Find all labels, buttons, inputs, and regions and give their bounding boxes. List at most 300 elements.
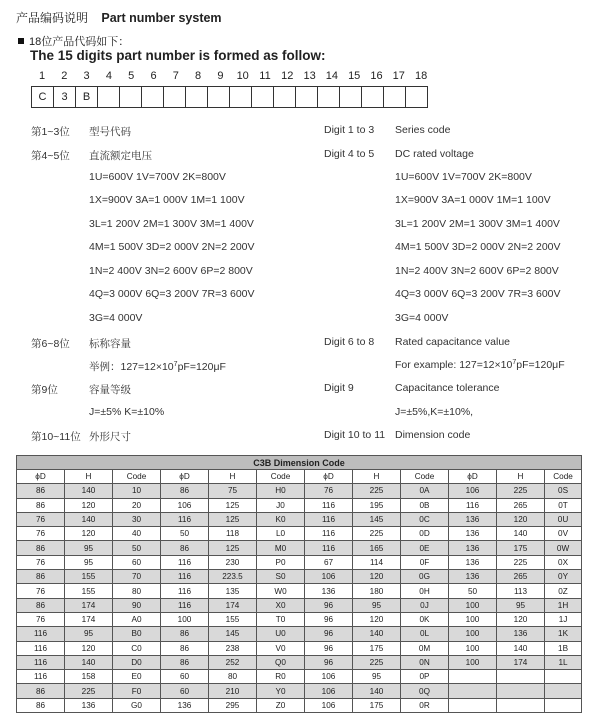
spec-label-cn: 第1~3位 [31,126,70,138]
table-cell: Z0 [257,698,305,712]
table-cell: 0V [545,527,582,541]
table-cell [497,670,545,684]
table-cell: 100 [161,612,209,626]
table-cell [497,698,545,712]
column-header: H [353,470,401,484]
table-cell: 225 [353,527,401,541]
table-cell: 0S [545,484,582,498]
table-cell: 100 [449,598,497,612]
table-cell: 76 [17,512,65,526]
table-row [17,570,582,584]
table-cell: A0 [113,612,161,626]
table-row [17,498,582,512]
spec-value-en-post: pF=120μF [516,359,565,371]
table-cell: 80 [113,584,161,598]
table-cell: 113 [497,584,545,598]
table-cell: 125 [209,512,257,526]
table-cell: 238 [209,641,257,655]
table-cell: 116 [305,512,353,526]
table-cell: 95 [497,598,545,612]
digit-number: 5 [128,70,135,82]
part-number-box [164,87,186,108]
table-cell: 96 [305,641,353,655]
part-number-boxes [31,86,428,108]
spec-row [0,312,597,326]
spec-value-en: Rated capacitance value [395,336,510,348]
table-cell: 0D [401,527,449,541]
table-cell: 76 [17,555,65,569]
column-header: ϕD [161,470,209,484]
table-cell: 10 [113,484,161,498]
part-number-box [406,87,428,108]
table-cell: 76 [17,527,65,541]
table-cell: 100 [449,641,497,655]
spec-value-en: 1X=900V 3A=1 000V 1M=1 100V [395,194,551,206]
table-cell: 174 [65,612,113,626]
table-cell: 0Q [401,684,449,698]
table-cell: 0Y [545,570,582,584]
table-cell: Q0 [257,655,305,669]
digit-number: 10 [236,70,249,82]
table-cell: 295 [209,698,257,712]
spec-row [0,265,597,279]
table-cell: 86 [17,498,65,512]
table-cell: 20 [113,498,161,512]
table-cell: 0P [401,670,449,684]
table-cell: 175 [353,698,401,712]
bullet-line [18,33,129,49]
part-number-box: 3 [54,87,76,108]
table-cell: 158 [65,670,113,684]
table-cell: 1J [545,612,582,626]
table-cell: 30 [113,512,161,526]
section-heading: The 15 digits part number is formed as follow: [30,48,326,63]
table-cell: M0 [257,541,305,555]
table-cell: 106 [305,670,353,684]
table-cell: 67 [305,555,353,569]
table-row [17,698,582,712]
table-cell: 100 [449,655,497,669]
spec-value-cn: 型号代码 [89,126,131,138]
table-cell: 116 [161,584,209,598]
table-cell [449,670,497,684]
column-header: ϕD [305,470,353,484]
table-cell: 1B [545,641,582,655]
table-cell: 140 [65,655,113,669]
table-cell: 70 [113,570,161,584]
table-cell: V0 [257,641,305,655]
table-cell: X0 [257,598,305,612]
column-header: H [65,470,113,484]
spec-row [0,429,597,443]
table-cell: 136 [449,555,497,569]
table-cell: 125 [209,541,257,555]
table-cell: 223.5 [209,570,257,584]
table-cell: 120 [497,612,545,626]
table-cell: 125 [209,498,257,512]
table-cell: 50 [113,541,161,555]
table-cell: 0B [401,498,449,512]
digit-number: 2 [61,70,68,82]
table-cell: 120 [497,512,545,526]
table-cell: 120 [65,527,113,541]
table-row [17,612,582,626]
table-cell: 86 [17,570,65,584]
table-cell: 0N [401,655,449,669]
table-cell: 136 [497,627,545,641]
spec-value-cn-exponent: 7 [173,361,178,368]
table-cell: 136 [65,698,113,712]
table-cell: 174 [497,655,545,669]
part-number-box [208,87,230,108]
table-cell: J0 [257,498,305,512]
table-cell: 1K [545,627,582,641]
table-cell: 136 [305,584,353,598]
table-cell: L0 [257,527,305,541]
spec-value-cn [89,359,226,374]
table-cell: 140 [497,641,545,655]
table-cell: 225 [65,684,113,698]
dimension-table-caption: C3B Dimension Code [17,456,582,470]
digit-number: 18 [414,70,428,82]
spec-value-cn: 外形尺寸 [89,431,131,443]
table-cell: 116 [161,570,209,584]
table-cell: 0C [401,512,449,526]
table-cell: 155 [209,612,257,626]
column-header: H [209,470,257,484]
table-cell: 100 [449,612,497,626]
spec-value-en: Capacitance tolerance [395,382,500,394]
column-header: H [497,470,545,484]
table-row [17,584,582,598]
table-cell: 120 [65,641,113,655]
table-cell: 136 [161,698,209,712]
table-cell: 195 [353,498,401,512]
table-cell: 76 [305,484,353,498]
digit-number: 12 [281,70,294,82]
spec-row [0,382,597,396]
table-cell: 86 [17,598,65,612]
table-cell: 116 [17,641,65,655]
table-cell: 106 [161,498,209,512]
table-cell: 0T [545,498,582,512]
spec-row [0,171,597,185]
digit-number: 11 [259,70,271,82]
spec-value-cn: 3L=1 200V 2M=1 300V 3M=1 400V [89,218,254,230]
table-cell: 114 [353,555,401,569]
table-cell: 175 [497,541,545,555]
spec-value-cn: 容量等级 [89,384,131,396]
table-cell: 230 [209,555,257,569]
table-cell: 0L [401,627,449,641]
table-cell: 225 [353,655,401,669]
table-cell: 106 [305,698,353,712]
table-cell: 225 [497,484,545,498]
page-title [16,9,222,26]
table-cell: K0 [257,512,305,526]
spec-value-en: Dimension code [395,429,471,441]
part-number-box: B [76,87,98,108]
spec-label-cn: 第9位 [31,384,58,396]
table-cell: 116 [17,670,65,684]
table-cell: 225 [497,555,545,569]
table-cell: 96 [305,627,353,641]
table-cell: 95 [353,598,401,612]
table-cell: 95 [65,541,113,555]
digit-number: 4 [105,70,112,82]
table-cell: 0U [545,512,582,526]
spec-value-en: 1U=600V 1V=700V 2K=800V [395,171,532,183]
table-cell: R0 [257,670,305,684]
table-cell: W0 [257,584,305,598]
column-header: ϕD [17,470,65,484]
spec-value-en: 3L=1 200V 2M=1 300V 3M=1 400V [395,218,560,230]
table-cell: F0 [113,684,161,698]
spec-label-en: Digit 4 to 5 [324,148,375,160]
part-number-box [362,87,384,108]
table-row [17,670,582,684]
digit-number: 7 [172,70,179,82]
part-number-box [384,87,406,108]
table-cell: 86 [161,655,209,669]
column-header: Code [113,470,161,484]
table-cell: 95 [65,555,113,569]
table-cell: 145 [209,627,257,641]
spec-label-en: Digit 6 to 8 [324,336,375,348]
table-cell: 0M [401,641,449,655]
table-cell [545,670,582,684]
table-cell: 136 [449,570,497,584]
table-cell: T0 [257,612,305,626]
table-cell: 86 [161,484,209,498]
column-header: ϕD [449,470,497,484]
bullet-text: 18位产品代码如下： [29,36,130,48]
table-cell: 174 [209,598,257,612]
spec-value-cn: 1U=600V 1V=700V 2K=800V [89,171,226,183]
table-cell: 252 [209,655,257,669]
table-row [17,598,582,612]
table-cell: 60 [161,684,209,698]
spec-value-en: 3G=4 000V [395,312,449,324]
table-cell: C0 [113,641,161,655]
table-cell: 95 [353,670,401,684]
table-cell: 116 [17,627,65,641]
spec-row [0,336,597,350]
digit-number: 16 [370,70,383,82]
spec-label-cn: 第4~5位 [31,150,70,162]
table-cell: 95 [65,627,113,641]
table-cell: 116 [305,498,353,512]
table-row [17,641,582,655]
table-cell: 96 [305,598,353,612]
table-cell: 90 [113,598,161,612]
table-cell: 116 [161,555,209,569]
table-cell: 135 [209,584,257,598]
table-cell: 76 [17,612,65,626]
spec-value-en: DC rated voltage [395,148,474,160]
table-cell: 106 [305,570,353,584]
table-cell: 120 [353,612,401,626]
part-number-box [340,87,362,108]
table-cell: 0A [401,484,449,498]
table-cell: 116 [161,598,209,612]
spec-value-cn-pre: 举例：127=12×10 [89,361,174,373]
table-cell: 116 [17,655,65,669]
table-cell: G0 [113,698,161,712]
table-cell: 116 [161,512,209,526]
part-number-box [274,87,296,108]
spec-value-cn: 1N=2 400V 3N=2 600V 6P=2 800V [89,265,253,277]
part-number-box [186,87,208,108]
spec-value-cn: 1X=900V 3A=1 000V 1M=1 100V [89,194,245,206]
table-cell: U0 [257,627,305,641]
table-cell: 86 [17,541,65,555]
part-number-box: C [32,87,54,108]
table-cell: D0 [113,655,161,669]
table-cell: E0 [113,670,161,684]
table-cell: 86 [17,684,65,698]
table-cell: 0Z [545,584,582,598]
spec-row [0,194,597,208]
part-number-box [318,87,340,108]
table-cell: 75 [209,484,257,498]
table-cell: 0K [401,612,449,626]
part-number-box [142,87,164,108]
table-cell: S0 [257,570,305,584]
table-cell [449,698,497,712]
table-cell: 136 [449,527,497,541]
spec-label-cn: 第10~11位 [31,431,81,443]
table-cell: 120 [65,498,113,512]
dimension-table [16,455,582,713]
table-cell: 116 [449,498,497,512]
table-cell: 106 [449,484,497,498]
spec-row [0,406,597,420]
table-cell: 0R [401,698,449,712]
table-cell: 60 [113,555,161,569]
table-cell: 140 [353,627,401,641]
spec-value-cn: 标称容量 [89,338,131,350]
table-cell: 140 [353,684,401,698]
table-cell: 155 [65,570,113,584]
table-cell: 1H [545,598,582,612]
spec-value-en: 4Q=3 000V 6Q=3 200V 7R=3 600V [395,288,561,300]
column-header: Code [257,470,305,484]
bullet-square-icon [18,38,24,44]
part-number-box [120,87,142,108]
table-cell: 116 [305,541,353,555]
table-row [17,541,582,555]
table-cell: 86 [161,627,209,641]
title-en: Part number system [101,11,222,25]
table-cell: 86 [161,641,209,655]
spec-value-cn: 4Q=3 000V 6Q=3 200V 7R=3 600V [89,288,255,300]
column-header: Code [401,470,449,484]
table-cell: B0 [113,627,161,641]
table-cell: 0H [401,584,449,598]
table-row [17,627,582,641]
spec-row [0,288,597,302]
table-cell: 140 [65,512,113,526]
table-row [17,655,582,669]
table-cell: 0W [545,541,582,555]
table-cell: 155 [65,584,113,598]
table-cell: 60 [161,670,209,684]
digit-number: 6 [150,70,157,82]
spec-row [0,124,597,138]
spec-label-en: Digit 10 to 11 [324,429,386,441]
table-row [17,527,582,541]
table-cell: 106 [305,684,353,698]
table-cell [545,684,582,698]
table-cell: 265 [497,570,545,584]
table-cell: 96 [305,655,353,669]
table-cell: 40 [113,527,161,541]
table-cell: 145 [353,512,401,526]
spec-value-cn: J=±5% K=±10% [89,406,165,418]
spec-value-cn: 4M=1 500V 3D=2 000V 2N=2 200V [89,241,255,253]
column-header: Code [545,470,582,484]
table-cell: 76 [17,584,65,598]
table-cell: 96 [305,612,353,626]
spec-value-en-exponent: 7 [512,359,517,366]
table-cell: H0 [257,484,305,498]
spec-label-en: Digit 9 [324,382,354,394]
spec-value-en: J=±5%,K=±10%, [395,406,474,418]
table-cell: 86 [17,698,65,712]
table-row [17,555,582,569]
spec-value-cn-post: pF=120μF [177,361,226,373]
table-cell: 100 [449,627,497,641]
part-number-box [230,87,252,108]
spec-row [0,241,597,255]
table-cell: 0J [401,598,449,612]
spec-value-cn: 3G=4 000V [89,312,143,324]
table-cell: 0F [401,555,449,569]
digit-number: 9 [217,70,224,82]
table-cell: 180 [353,584,401,598]
digit-number: 14 [325,70,339,82]
table-cell: 210 [209,684,257,698]
table-cell: 174 [65,598,113,612]
spec-value-en: 4M=1 500V 3D=2 000V 2N=2 200V [395,241,561,253]
spec-label-cn: 第6~8位 [31,338,70,350]
table-row [17,684,582,698]
table-cell: 120 [353,570,401,584]
spec-value-cn: 直流额定电压 [89,150,152,162]
table-cell: 0G [401,570,449,584]
table-cell [497,684,545,698]
digit-number: 8 [195,70,202,82]
spec-value-en [395,359,565,371]
table-cell: 86 [161,541,209,555]
table-cell: 265 [497,498,545,512]
table-cell: 136 [449,541,497,555]
part-number-box [296,87,318,108]
table-cell: 86 [17,484,65,498]
table-cell: 116 [305,527,353,541]
table-row [17,512,582,526]
table-cell: P0 [257,555,305,569]
spec-row [0,148,597,162]
table-cell: 140 [65,484,113,498]
digit-number: 1 [38,70,46,82]
table-cell: 175 [353,641,401,655]
spec-row [0,359,597,373]
table-cell: 118 [209,527,257,541]
table-cell: Y0 [257,684,305,698]
table-cell: 1L [545,655,582,669]
